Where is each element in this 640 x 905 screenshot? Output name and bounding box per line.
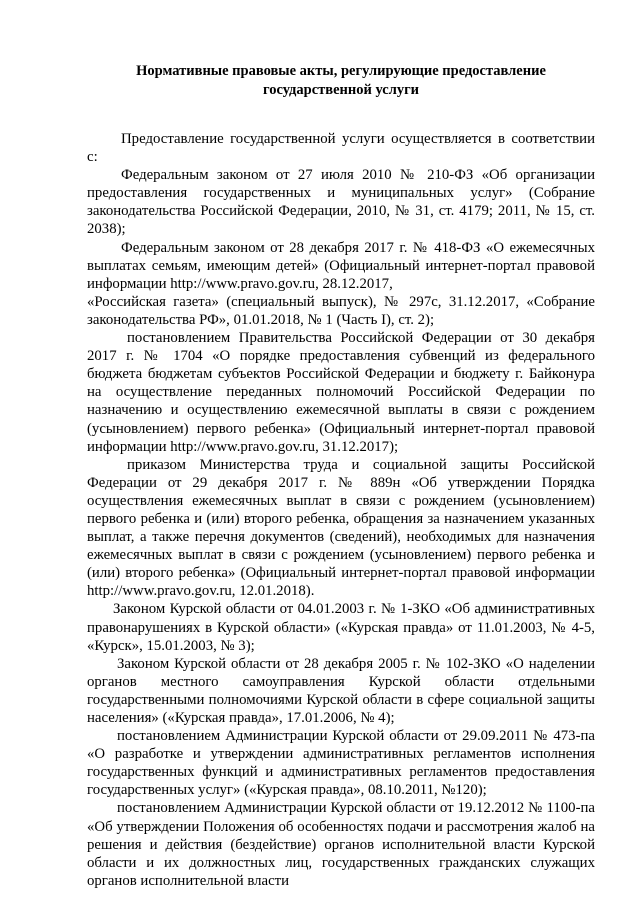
paragraph-resolution-1100pa: постановлением Администрации Курской области от 19.12.2012 № 1100-па «Об утверждении Положения об особенностях подачи и рассмотрения жалоб на решения и действия (бездействие) органов исполнительной власти Курской области и их должностных лиц, государственных гражданских служащих органов исполнительной власти — [87, 800, 595, 889]
paragraph-resolution-1704: постановлением Правительства Российской Федерации от 30 декабря 2017 г. № 1704 «О порядке предоставления субвенций из федерального бюджета бюджетам субъектов Российской Федерации и бюджету г. Байконура на осуществление переданных полномочий Российской Федерации по назначению и осуществлению ежемесячной выплаты в связи с рождением (усыновлением) первого ребенка» (Официальный интернет-портал правовой информации http://www.pravo.gov.ru, 31.12.2017); — [87, 330, 595, 455]
paragraph-intro: Предоставление государственной услуги осуществляется в соответствии с: — [87, 131, 595, 166]
paragraph-law-418fz-continued: «Российская газета» (специальный выпуск), № 297с, 31.12.2017, «Собрание законодательства РФ», 01.01.2018, № 1 (Часть I), ст. 2); — [87, 293, 595, 328]
paragraph-kursk-law-1zko: Законом Курской области от 04.01.2003 г. № 1-ЗКО «Об административных правонарушениях в Курской области» («Курская правда» от 11.01.2003, № 4-5, «Курск», 15.01.2003, № 3); — [87, 601, 595, 654]
paragraph-order-889n: приказом Министерства труда и социальной защиты Российской Федерации от 29 декабря 2017 г. № 889н «Об утверждении Порядка осуществления ежемесячных выплат в связи с рождением (усыновлением) первого ребенка и (или) второго ребенка, обращения за назначением указанных выплат, а также перечня документов (сведений), необходимых для назначения ежемесячных выплат в связи с рождением (усыновлением) первого ребенка и (или) второго ребенка» (Официальный интернет-портал правовой информации http://www.pravo.gov.ru, 12.01.2018). — [87, 456, 595, 600]
paragraph-resolution-473pa: постановлением Администрации Курской области от 29.09.2011 № 473-па «О разработке и утверждении административных регламентов исполнения государственных функций и административных регламентов предоставления государственных услуг» («Курская правда», 08.10.2011, №120); — [87, 728, 595, 799]
paragraph-kursk-law-102zko: Законом Курской области от 28 декабря 2005 г. № 102-ЗКО «О наделении органов местного самоуправления Курской области отдельными государственными полномочиями Курской области в сфере социальной защиты населения» («Курская правда», 17.01.2006, № 4); — [87, 655, 595, 726]
paragraph-law-210fz: Федеральным законом от 27 июля 2010 № 210-ФЗ «Об организации предоставления государственных и муниципальных услуг» (Собрание законодательства Российской Федерации, 2010, № 31, ст. 4179; 2011, № 15, ст. 2038); — [87, 167, 595, 238]
paragraph-law-418fz: Федеральным законом от 28 декабря 2017 г. № 418-ФЗ «О ежемесячных выплатах семьям, имеющим детей» (Официальный интернет-портал правовой информации http://www.pravo.gov.ru, 28.12.2017, — [87, 239, 595, 292]
document-page — [87, 62, 595, 890]
title-line-1: Нормативные правовые акты, регулирующие предоставление — [136, 63, 546, 79]
title-line-2: государственной услуги — [262, 82, 420, 98]
document-title — [87, 62, 595, 100]
